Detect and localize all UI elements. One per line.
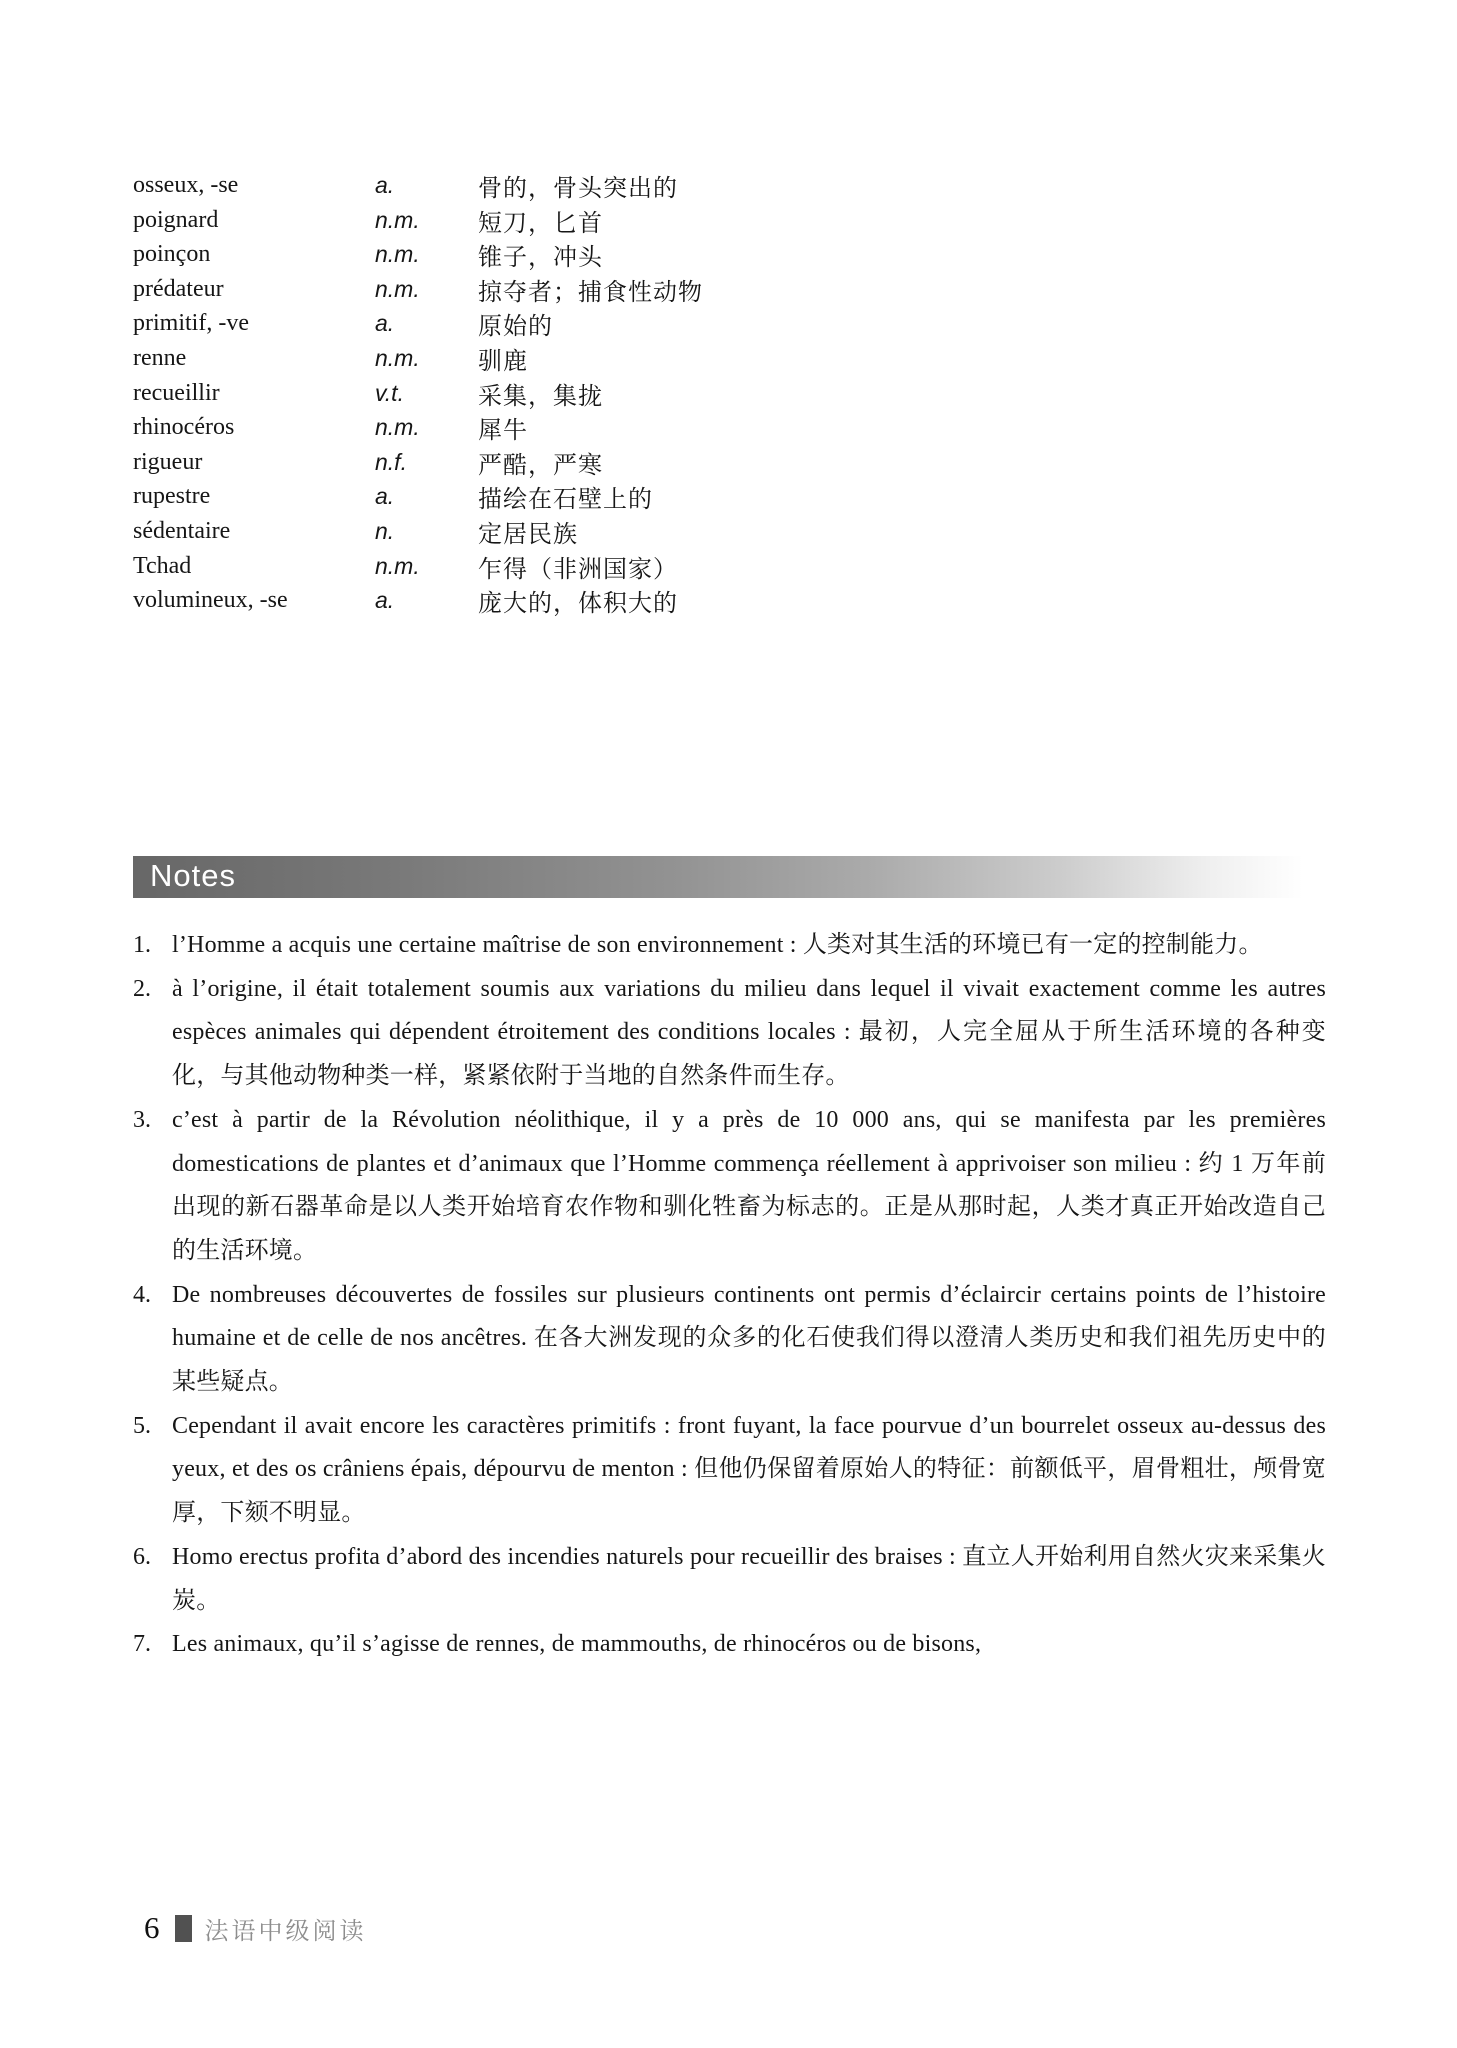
vocab-meaning: 驯鹿 <box>478 348 528 375</box>
vocab-meaning: 骨的，骨头突出的 <box>478 176 678 202</box>
notes-header-label: Notes <box>150 858 236 893</box>
vocab-word: rhinocéros <box>133 414 235 441</box>
page-footer <box>144 1910 367 1946</box>
vocab-row <box>133 203 1333 238</box>
note-number: 3. <box>133 1106 151 1133</box>
note-number: 7. <box>133 1631 151 1658</box>
vocab-row <box>133 514 1333 549</box>
vocab-part-of-speech: n.m. <box>375 275 420 302</box>
note-item <box>133 1099 1326 1274</box>
note-text: De nombreuses découvertes de fossiles sur plusieurs continents ont permis d’éclaircir certains points de l’histoire humaine et de celle de nos ancêtres. 在各大洲发现的众多的化石使我们得以澄清人类历史和我们祖先历史中的某些疑点。 <box>172 1281 1326 1396</box>
vocab-meaning: 描绘在石壁上的 <box>478 487 653 514</box>
vocab-row <box>133 549 1333 584</box>
note-number: 1. <box>133 932 151 958</box>
vocab-meaning: 严酷，严寒 <box>478 452 603 479</box>
vocab-row <box>133 479 1333 514</box>
note-number: 6. <box>133 1543 151 1570</box>
vocab-part-of-speech: a. <box>375 587 395 614</box>
vocab-word: volumineux, -se <box>133 587 288 614</box>
vocab-part-of-speech: n.m. <box>375 206 420 233</box>
vocab-word: recueillir <box>133 379 220 406</box>
vocab-meaning: 乍得（非洲国家） <box>478 556 678 583</box>
vocab-word: poignard <box>133 206 219 233</box>
vocab-meaning: 庞大的，体积大的 <box>478 591 678 618</box>
vocab-row <box>133 445 1333 480</box>
vocab-part-of-speech: n.m. <box>375 344 420 371</box>
vocab-part-of-speech: n.m. <box>375 241 420 268</box>
vocab-word: rigueur <box>133 448 203 475</box>
vocab-row <box>133 583 1333 618</box>
page-number: 6 <box>144 1910 160 1945</box>
vocab-row <box>133 272 1333 307</box>
vocab-part-of-speech: n.f. <box>375 448 407 475</box>
vocab-row <box>133 168 1333 203</box>
vocab-part-of-speech: n.m. <box>375 552 420 579</box>
note-number: 5. <box>133 1412 151 1439</box>
vocab-part-of-speech: a. <box>375 310 395 337</box>
note-number: 4. <box>133 1281 151 1308</box>
note-item <box>133 968 1326 1099</box>
vocab-part-of-speech: n.m. <box>375 414 420 441</box>
vocab-word: prédateur <box>133 275 224 302</box>
notes-section-header <box>133 856 1327 898</box>
vocab-part-of-speech: v.t. <box>375 379 404 406</box>
vocab-row <box>133 341 1333 376</box>
note-text: l’Homme a acquis une certaine maîtrise de son environnement : 人类对其生活的环境已有一定的控制能力。 <box>172 932 1263 958</box>
note-text: à l’origine, il était totalement soumis aux variations du milieu dans lequel il vivait exactement comme les autres espèces animales qui dépendent étroitement des conditions locales : 最初，人完全屈从于所生活环境的各种变化，与其他动物种类一样，紧紧依附于当地的自然条件而生存。 <box>172 975 1326 1090</box>
vocab-word: osseux, -se <box>133 172 239 198</box>
vocab-word: rupestre <box>133 483 211 510</box>
vocab-meaning: 原始的 <box>478 314 553 341</box>
note-text: Cependant il avait encore les caractères primitifs : front fuyant, la face pourvue d’un bourrelet osseux au-dessus des yeux, et des os crâniens épais, dépourvu de menton : 但他仍保留着原始人的特征：前额低平，眉骨粗壮，颅骨宽厚，下颏不明显。 <box>172 1412 1326 1527</box>
note-item <box>133 1536 1326 1623</box>
vocab-word: poinçon <box>133 241 211 268</box>
note-item <box>133 1405 1326 1536</box>
vocabulary-list <box>133 168 1333 618</box>
vocab-meaning: 犀牛 <box>478 418 528 445</box>
note-item <box>133 1623 1326 1667</box>
footer-divider-icon <box>175 1915 192 1942</box>
note-item <box>133 924 1326 968</box>
vocab-part-of-speech: n. <box>375 517 395 544</box>
vocab-meaning: 定居民族 <box>478 521 578 548</box>
vocab-word: Tchad <box>133 552 192 579</box>
note-text: Homo erectus profita d’abord des incendies naturels pour recueillir des braises : 直立人开始利用自然火灾来采集火炭。 <box>172 1543 1326 1614</box>
note-text: Les animaux, qu’il s’agisse de rennes, de mammouths, de rhinocéros ou de bisons, <box>172 1631 982 1658</box>
vocab-row <box>133 376 1333 411</box>
notes-list <box>133 924 1326 1667</box>
vocab-meaning: 短刀，匕首 <box>478 210 603 237</box>
vocab-meaning: 锥子，冲头 <box>478 245 603 272</box>
vocab-part-of-speech: a. <box>375 483 395 510</box>
vocab-word: primitif, -ve <box>133 310 249 337</box>
vocab-row <box>133 306 1333 341</box>
book-title: 法语中级阅读 <box>204 1918 367 1945</box>
vocab-word: renne <box>133 344 187 371</box>
vocab-meaning: 采集，集拢 <box>478 383 603 410</box>
vocab-meaning: 掠夺者；捕食性动物 <box>478 279 703 306</box>
vocab-word: sédentaire <box>133 517 231 544</box>
note-text: c’est à partir de la Révolution néolithique, il y a près de 10 000 ans, qui se manifesta par les premières domestications de plantes et d’animaux que l’Homme commença réellement à apprivoiser son milieu : 约 1 万年前出现的新石器革命是以人类开始培育农作物和驯化牲畜为标志的。正是从那时起，人类才真正开始改造自己的生活环境。 <box>172 1106 1326 1264</box>
vocab-row <box>133 410 1333 445</box>
vocab-row <box>133 237 1333 272</box>
vocab-part-of-speech: a. <box>375 172 395 198</box>
note-item <box>133 1274 1326 1405</box>
note-number: 2. <box>133 975 151 1002</box>
